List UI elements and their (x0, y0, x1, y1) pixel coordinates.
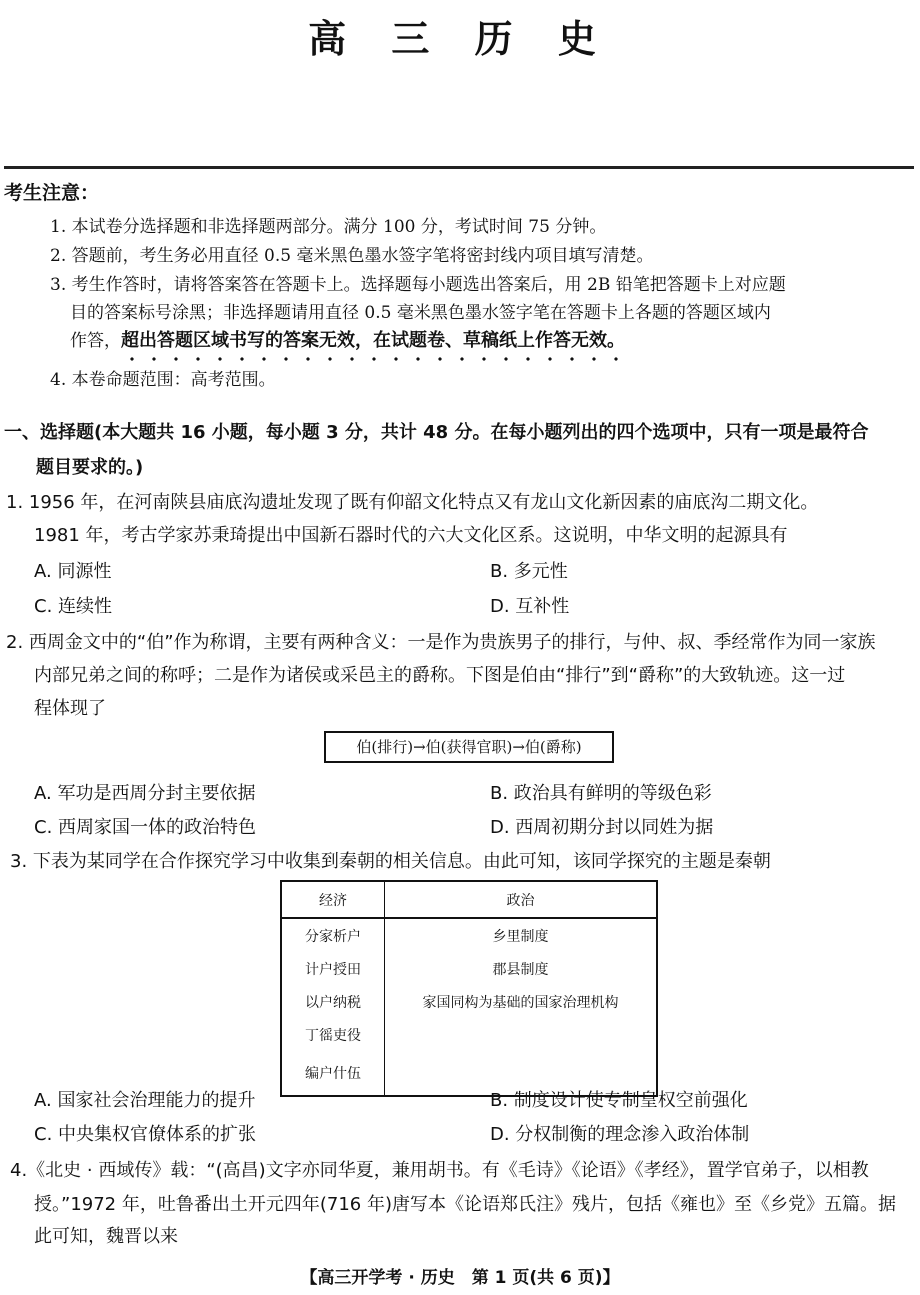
notice-emphasis: 超出答题区域书写的答案无效，在试题卷、草稿纸上作答无效。 (121, 330, 625, 363)
table-cell: 乡里制度 (492, 928, 549, 945)
q3-stem: 3. 下表为某同学在合作探究学习中收集到秦朝的相关信息。由此可知，该同学探究的主题是秦朝 (10, 851, 771, 872)
section-heading: 一、选择题(本大题共 16 小题，每小题 3 分，共计 48 分。在每小题列出的四个选项中，只有一项是最符合 (4, 422, 869, 443)
q1-stem-line1: 1. 1956 年，在河南陕县庙底沟遗址发现了既有仰韶文化特点又有龙山文化新因素的庙底沟二期文化。 (6, 492, 819, 513)
page-footer: 【高三开学考 · 历史 第 1 页(共 6 页)】 (300, 1268, 620, 1288)
q3-option-b: B. 制度设计使专制皇权空前强化 (490, 1090, 748, 1111)
q1-stem-line2: 1981 年，考古学家苏秉琦提出中国新石器时代的六大文化区系。这说明，中华文明的起源具有 (34, 525, 788, 546)
table-cell: 以户纳税 (281, 985, 385, 1018)
table-header-row (281, 881, 657, 918)
q2-option-c: C. 西周家国一体的政治特色 (34, 817, 257, 838)
table-cell: 分家析户 (281, 918, 385, 952)
table-row (281, 1018, 657, 1051)
table-row (281, 918, 657, 952)
table-row (281, 985, 657, 1018)
q1-option-b: B. 多元性 (490, 561, 568, 582)
table-row (281, 952, 657, 985)
q3-option-c: C. 中央集权官僚体系的扩张 (34, 1124, 257, 1145)
q3-option-a: A. 国家社会治理能力的提升 (34, 1090, 256, 1111)
q1-option-d: D. 互补性 (490, 596, 570, 617)
table-cell: 编户什伍 (281, 1051, 385, 1096)
q4-stem-line1: 4.《北史 · 西域传》载：“(高昌)文字亦同华夏，兼用胡书。有《毛诗》《论语》《孝经》，置学官弟子，以相教 (10, 1160, 869, 1181)
q2-stem-line1: 2. 西周金文中的“伯”作为称谓，主要有两种含义：一是作为贵族男子的排行，与仲、叔、季经常作为同一家族 (6, 632, 876, 653)
table-cell: 郡县制度 (492, 961, 549, 978)
notice-item-3-prefix: 作答， (70, 331, 121, 351)
notice-item-3: 3. 考生作答时，请将答案答在答题卡上。选择题每小题选出答案后，用 2B 铅笔把答题卡上对应题 (50, 275, 786, 295)
table-cell: 家国同构为基础的国家治理机构 (422, 994, 619, 1011)
table-header-economy: 经济 (281, 881, 385, 918)
table-header-politics: 政治 (385, 881, 658, 918)
q3-option-d: D. 分权制衡的理念渗入政治体制 (490, 1124, 750, 1145)
notice-item-3-cont: 目的答案标号涂黑；非选择题请用直径 0.5 毫米黑色墨水签字笔在答题卡上各题的答题区域内 (70, 303, 771, 323)
notice-item-4: 4. 本卷命题范围：高考范围。 (50, 370, 276, 390)
notice-item-3-cont2 (70, 326, 625, 352)
q2-option-a: A. 军功是西周分封主要依据 (34, 783, 256, 804)
table-cell: 丁徭吏役 (281, 1018, 385, 1051)
notice-item-1: 1. 本试卷分选择题和非选择题两部分。满分 100 分，考试时间 75 分钟。 (50, 217, 607, 237)
q1-option-c: C. 连续性 (34, 596, 113, 617)
q1-option-a: A. 同源性 (34, 561, 112, 582)
q2-option-b: B. 政治具有鲜明的等级色彩 (490, 783, 712, 804)
header-divider (4, 166, 914, 169)
table-cell (385, 1018, 658, 1051)
table-cell: 计户授田 (281, 952, 385, 985)
page-title: 高 三 历 史 (308, 16, 612, 61)
q3-info-table (280, 880, 658, 1097)
q4-stem-line2: 授。”1972 年，吐鲁番出土开元四年(716 年)唐写本《论语郑氏注》残片，包括《雍也》至《乡党》五篇。据 (34, 1194, 896, 1215)
q2-stem-line3: 程体现了 (34, 698, 106, 719)
q4-stem-line3: 此可知，魏晋以来 (34, 1226, 178, 1247)
q2-flow-diagram: 伯(排行)→伯(获得官职)→伯(爵称) (324, 731, 614, 763)
notice-item-2: 2. 答题前，考生务必用直径 0.5 毫米黑色墨水签字笔将密封线内项目填写清楚。 (50, 246, 654, 266)
notice-heading: 考生注意： (4, 182, 100, 204)
q2-stem-line2: 内部兄弟之间的称呼；二是作为诸侯或采邑主的爵称。下图是伯由“排行”到“爵称”的大致轨迹。这一过 (34, 665, 846, 686)
section-heading-cont: 题目要求的。) (36, 457, 144, 478)
q2-option-d: D. 西周初期分封以同姓为据 (490, 817, 714, 838)
